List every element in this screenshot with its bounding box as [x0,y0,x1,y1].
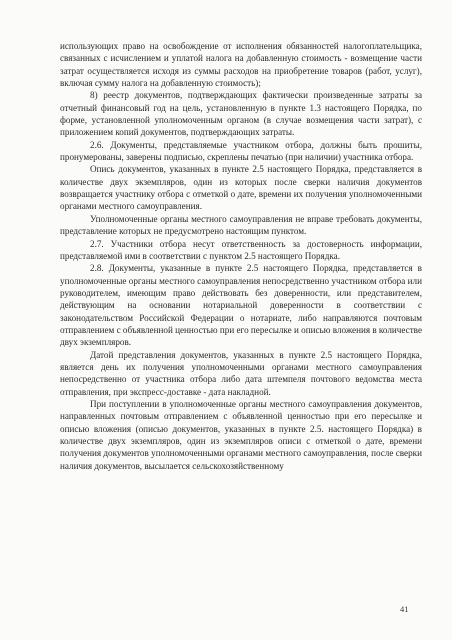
paragraph-2-8: 2.8. Документы, указанные в пункте 2.5 настоящего Порядка, представляется в уполномоченные органы местного самоуправления непосредственно участником отбора или руководителем, имеющим право действовать без доверенности, или представителем, действующим на основании нотариальной доверенности в соответствии с законодательством Российской Федерации о нотариате, либо направляются почтовым отправлением с объявленной ценностью при его пересылке и описью вложения в количестве двух экземпляров. [60,263,422,348]
page-number: 41 [400,604,409,614]
paragraph-2-7: 2.7. Участники отбора несут ответственность за достоверность информации, представляемой ими в соответствии с пунктом 2.5 настоящего Порядка. [60,238,422,261]
paragraph-authorities-no-right: Уполномоченные органы местного самоуправления не вправе требовать документы, представление которых не предусмотрено настоящим пунктом. [60,213,422,237]
body-text [60,40,422,472]
paragraph-submission-date: Датой представления документов, указанных в пункте 2.5 настоящего Порядка, является день их получения уполномоченными органами местного самоуправления непосредственно от участника отбора либо дата штемпеля почтового ведомства места отправления, при экспресс-доставке - дата накладной. [60,349,422,397]
paragraph-vat-continuation: использующих право на освобождение от исполнения обязанностей налогоплательщика, связанных с исчислением и уплатой налога на добавленную стоимость - возмещение части затрат осуществляется исходя из суммы расходов на приобретение товаров (работ, услуг), включая сумму налога на добавленную стоимость); [60,41,422,89]
paragraph-2-6: 2.6. Документы, представляемые участником отбора, должны быть прошиты, пронумерованы, заверены подписью, скреплены печатью (при наличии) участника отбора. [60,139,422,163]
paragraph-inventory: Опись документов, указанных в пункте 2.5 настоящего Порядка, представляется в количестве двух экземпляров, один из которых после сверки наличия документов возвращается участнику отбора с отметкой о дате, времени их получения уполномоченными органами местного самоуправления. [60,164,422,212]
paragraph-item-8-registry: 8) реестр документов, подтверждающих фактически произведенные затраты за отчетный финансовый год на цель, установленную в пункте 1.3 настоящего Порядка, по форме, установленной уполномоченным органом (в случае возмещения части затрат), с приложением копий документов, подтверждающих затраты. [60,90,422,138]
paragraph-postal-receipt: При поступлении в уполномоченные органы местного самоуправления документов, направленных почтовым отправлением с объявленной ценностью при его пересылке и описью вложения (описью документов, указанных в пункте 2.5. настоящего Порядка) в количестве двух экземпляров, один из экземпляров описи с отметкой о дате, времени получения документов уполномоченными органами местного самоуправления, после сверки наличия документов, высылается сельскохозяйственному [60,398,422,471]
